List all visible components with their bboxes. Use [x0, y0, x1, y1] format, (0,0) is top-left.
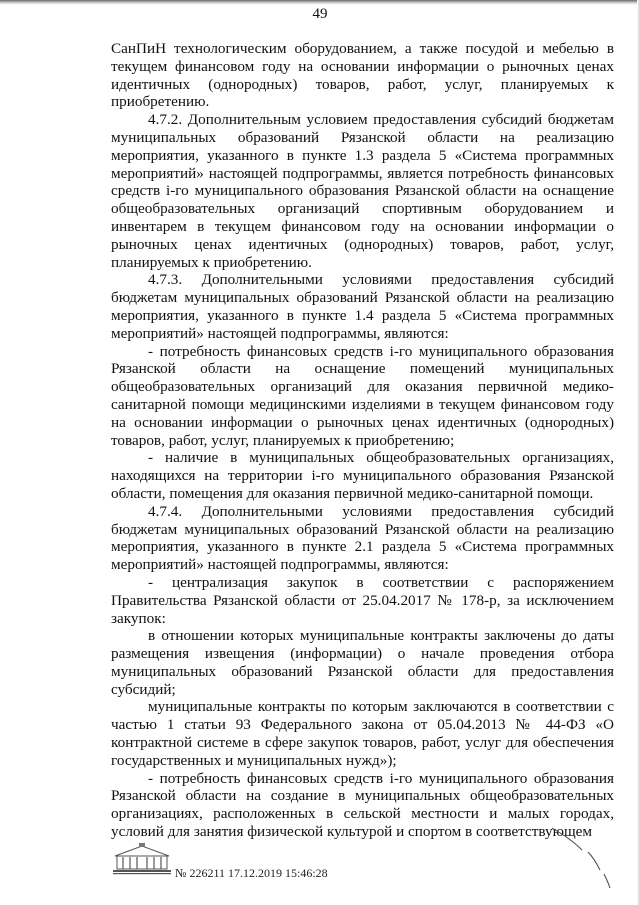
page-number: 49: [312, 6, 328, 22]
sub-item-contracts-before-notice: в отношении которых муниципальные контракты заключены до даты размещения извещения (информации) о начале проведения отбора муниципальных образований Рязанской области для предоставления субсидий;: [111, 627, 614, 698]
list-item-need-funds-sport: - потребность финансовых средств i-го муниципального образования Рязанской области на создание в муниципальных общеобразовательных организациях, расположенных в сельской местности и малых городах, условий для занятия физической культурой и спортом в соответствующем: [111, 769, 614, 841]
list-item-centralization: - централизация закупок в соответствии с распоряжением Правительства Рязанской области от 25.04.2017 № 178-р, за исключением закупок:: [111, 573, 614, 627]
paragraph-continuation: СанПиН технологическим оборудованием, а также посудой и мебелью в текущем финансовом году на основании информации о рыночных ценах идентичных (однородных) товаров, работ, услуг, планируемых к приобретению.: [111, 40, 614, 111]
registration-stamp: № 226211 17.12.2019 15:46:28: [175, 866, 328, 880]
paragraph-4-7-2: 4.7.2. Дополнительным условием предоставления субсидий бюджетам муниципальных образований Рязанской области на реализацию мероприятия, указанного в пункте 1.3 раздела 5 «Система программных мероприятий» настоящей подпрограммы, является потребность финансовых средств i-го муниципального образования Рязанской области на оснащение общеобразовательных организаций спортивным оборудованием и инвентарем в текущем финансовом году на основании информации о рыночных ценах идентичных (однородных) товаров, работ, услуг, планируемых к приобретению.: [111, 111, 614, 271]
list-item-premises: - наличие в муниципальных общеобразовательных организациях, находящихся на территории i-го муниципального образования Рязанской области, помещения для оказания первичной медико-санитарной помощи.: [111, 449, 614, 502]
scan-top-edge: [0, 0, 640, 5]
paragraph-4-7-3: 4.7.3. Дополнительными условиями предоставления субсидий бюджетам муниципальных образований Рязанской области на реализацию мероприятия, указанного в пункте 1.4 раздела 5 «Система программных мероприятий» настоящей подпрограммы, являются:: [111, 271, 614, 342]
government-building-icon: [111, 842, 173, 876]
footer: [111, 842, 351, 882]
pen-mark: [548, 822, 618, 892]
body-text: [111, 40, 614, 841]
list-item-need-funds-medical: - потребность финансовых средств i-го муниципального образования Рязанской области на оснащение помещений муниципальных общеобразовательных организаций для оказания первичной медико-санитарной помощи медицинскими изделиями в текущем финансовом году на основании информации о рыночных ценах идентичных (однородных) товаров, работ, услуг, планируемых к приобретению;: [111, 342, 614, 449]
paragraph-4-7-4: 4.7.4. Дополнительными условиями предоставления субсидий бюджетам муниципальных образований Рязанской области на реализацию мероприятия, указанного в пункте 2.1 раздела 5 «Система программных мероприятий» настоящей подпрограммы, являются:: [111, 502, 614, 574]
sub-item-contracts-44fz: муниципальные контракты по которым заключаются в соответствии с частью 1 статьи 93 Федерального закона от 05.04.2013 № 44-ФЗ «О контрактной системе в сфере закупок товаров, работ, услуг для обеспечения государственных и муниципальных нужд»);: [111, 698, 614, 769]
